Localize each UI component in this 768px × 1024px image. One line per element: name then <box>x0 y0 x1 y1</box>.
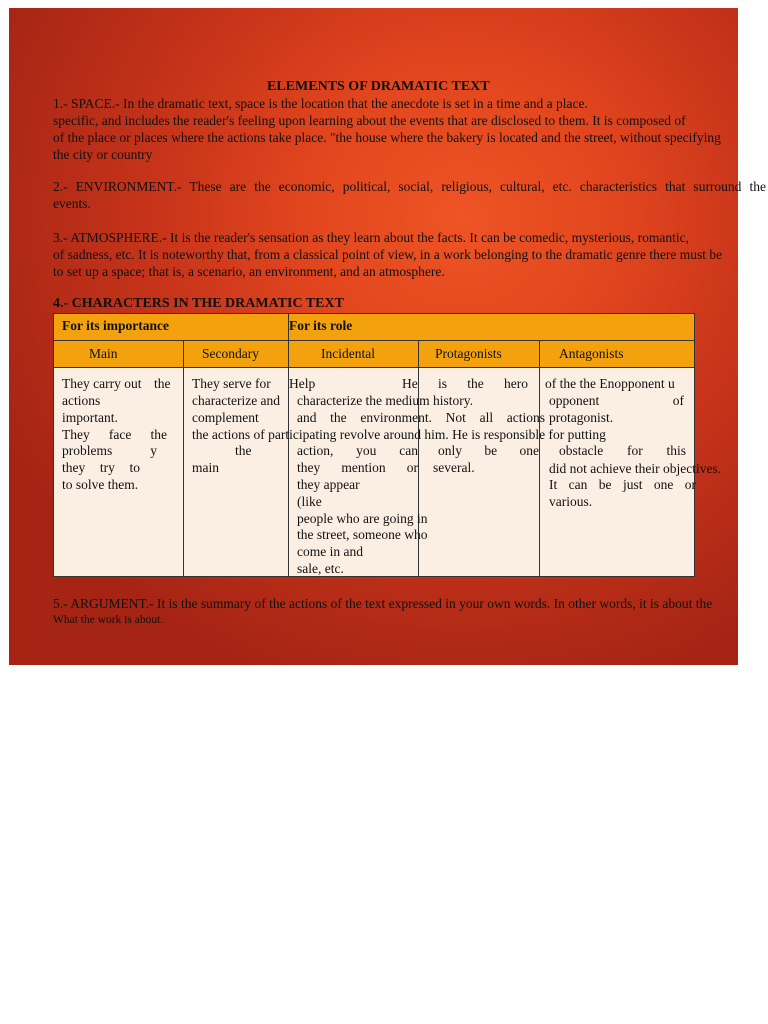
antagonists-cell-line: protagonist. <box>549 410 614 425</box>
space-line-4: the city or country <box>53 147 153 162</box>
protagonists-cell-line: several. <box>433 460 475 475</box>
argument-line-1: 5.- ARGUMENT.- It is the summary of the actions of the text expressed in your own words. In other words, it is about the <box>53 596 713 611</box>
column-header-main: Main <box>89 346 118 361</box>
antagonists-cell-line: obstacle for this <box>559 443 686 458</box>
incidental-cell-line: people who are going in <box>297 511 428 526</box>
incidental-cell-line: Help <box>289 376 316 391</box>
antagonists-cell-line: did not achieve their objectives. <box>549 461 722 476</box>
incidental-cell-line: and the environment. Not all actions <box>297 410 545 425</box>
space-line-1: 1.- SPACE.- In the dramatic text, space is the location that the anecdote is set in a time and a place. <box>53 96 588 111</box>
column-header-incidental: Incidental <box>321 346 375 361</box>
table-divider-1 <box>183 341 184 577</box>
document-title: ELEMENTS OF DRAMATIC TEXT <box>267 79 490 94</box>
incidental-cell-line: characterize the medium history. <box>297 393 474 408</box>
table-group-header-row <box>54 314 694 341</box>
main-cell-line: actions <box>62 393 101 408</box>
protagonists-cell-line: only be one <box>438 443 539 458</box>
incidental-cell-line: (like <box>297 494 322 509</box>
main-cell-line: They carry out <box>62 376 142 391</box>
secondary-cell-line: the actions of participating revolve around him. He is responsible for putting <box>192 427 606 442</box>
column-header-antagonists: Antagonists <box>559 346 624 361</box>
antagonists-cell-line: opponent of <box>549 393 684 408</box>
incidental-cell-line: come in and <box>297 544 363 559</box>
characters-table <box>53 313 722 577</box>
argument-line-2: What the work is about. <box>53 614 164 626</box>
secondary-cell-overlap: for <box>255 376 271 391</box>
group-header-importance: For its importance <box>62 318 169 333</box>
secondary-cell-line: complement <box>192 410 259 425</box>
atmosphere-line-2: of sadness, etc. It is noteworthy that, from a classical point of view, in a work belonging to the dramatic genre there must be <box>53 247 723 262</box>
column-header-protagonists: Protagonists <box>435 346 502 361</box>
incidental-cell-line: they appear <box>297 477 360 492</box>
secondary-cell-line: They serve <box>192 376 252 391</box>
main-cell-line: to solve them. <box>62 477 139 492</box>
main-cell-line: problems y <box>62 443 157 458</box>
characters-heading: 4.- CHARACTERS IN THE DRAMATIC TEXT <box>53 296 344 311</box>
space-line-3: of the place or places where the actions take place. "the house where the bakery is located and the street, without specifying <box>53 130 721 145</box>
group-header-role: For its role <box>289 318 353 333</box>
atmosphere-line-3: to set up a space; that is, a scenario, an environment, and an atmosphere. <box>53 264 445 279</box>
atmosphere-line-1: 3.- ATMOSPHERE.- It is the reader's sensation as they learn about the facts. It can be comedic, mysterious, romantic, <box>53 230 690 245</box>
table-divider-4 <box>539 341 540 577</box>
secondary-cell-line: main <box>192 460 219 475</box>
column-header-secondary: Secondary <box>202 346 259 361</box>
antagonists-cell-line: of the the Enopponent u <box>545 376 675 391</box>
antagonists-cell-line: various. <box>549 494 593 509</box>
table-divider-2 <box>288 314 289 577</box>
slide-background <box>9 8 766 665</box>
main-cell-line: they try to <box>62 460 140 475</box>
incidental-cell-line: the street, someone who <box>297 527 428 542</box>
protagonists-cell-line: He is the hero <box>402 376 528 391</box>
main-cell-line: They face the <box>62 427 167 442</box>
environment-line-2: events. <box>53 196 91 211</box>
secondary-cell-line: characterize and <box>192 393 281 408</box>
incidental-cell-line: sale, etc. <box>297 561 344 576</box>
secondary-cell-line: the <box>235 443 252 458</box>
environment-line-1: 2.- ENVIRONMENT.- These are the economic, political, social, religious, cultural, etc. characteristics that surround the <box>53 179 766 194</box>
space-line-2: specific, and includes the reader's feeling upon learning about the events that are disclosed to them. It is composed of <box>53 113 686 128</box>
incidental-cell-line: action, you can <box>297 443 418 458</box>
main-cell-line: important. <box>62 410 118 425</box>
incidental-cell-line: they mention or <box>297 460 418 475</box>
table-column-header-row <box>54 341 694 368</box>
antagonists-cell-line: It can be just one or <box>549 477 696 492</box>
main-cell-overlap: the <box>154 376 171 391</box>
